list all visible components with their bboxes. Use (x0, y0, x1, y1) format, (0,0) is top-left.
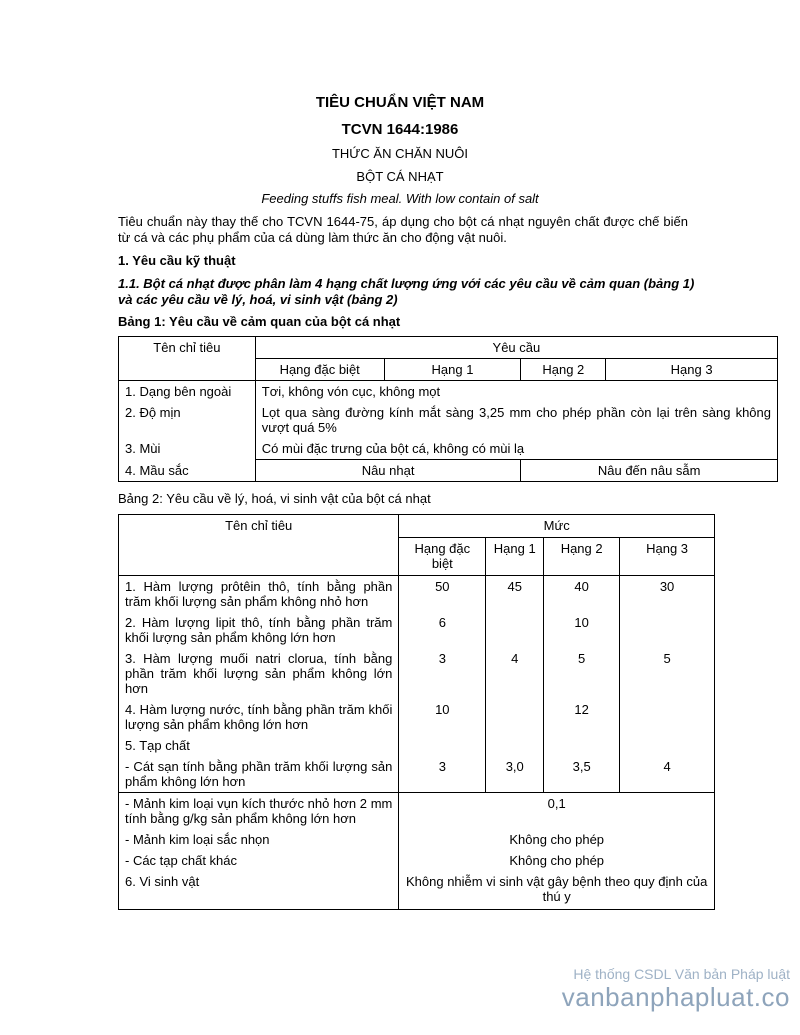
table2-cell: 40 (544, 576, 620, 613)
table2-merged-cell: Không nhiễm vi sinh vật gây bệnh theo quy định của thú y (399, 871, 715, 910)
table2-caption: Bảng 2: Yêu cầu về lý, hoá, vi sinh vật của bột cá nhạt (118, 491, 431, 506)
standard-number: TCVN 1644:1986 (341, 121, 459, 138)
watermark-caption: Hệ thống CSDL Văn bản Pháp luật (573, 966, 790, 982)
intro-paragraph: Tiêu chuẩn này thay thế cho TCVN 1644-75, áp dụng cho bột cá nhạt nguyên chất được chế biến từ cá và các phụ phẩm của cá dùng làm thức ăn cho động vật nuôi. (118, 214, 688, 245)
english-title: Feeding stuffs fish meal. With low contain of salt (261, 191, 539, 206)
table2-row-name: 5. Tạp chất (119, 735, 399, 756)
table2-cell (620, 612, 715, 648)
table1-row-name: 3. Mùi (119, 438, 256, 460)
table1-row-value: Có mùi đặc trưng của bột cá, không có mùi lạ (255, 438, 777, 460)
subsection-heading: 1.1. Bột cá nhạt được phân làm 4 hạng chất lượng ứng với các yêu cầu về cảm quan (bảng 1) và các yêu cầu về lý, hoá, vi sinh vật (bảng 2) (118, 276, 695, 307)
table2-grade-header: Hạng 2 (544, 537, 620, 575)
table2-cell: 12 (544, 699, 620, 735)
table1-row-value: Tơi, không vón cục, không mọt (255, 381, 777, 403)
physical-chemical-requirements-table (118, 514, 715, 910)
table2-row-name: 2. Hàm lượng lipit thô, tính bằng phần trăm khối lượng sản phẩm không lớn hơn (119, 612, 399, 648)
table2-cell: 50 (399, 576, 486, 613)
sensory-requirements-table (118, 336, 778, 482)
table2-merged-cell: Không cho phép (399, 850, 715, 871)
document-subject: BỘT CÁ NHẠT (356, 169, 444, 184)
table1-row-name: 2. Độ mịn (119, 402, 256, 438)
table2-cell: 3 (399, 756, 486, 793)
table2-row-name: - Các tạp chất khác (119, 850, 399, 871)
table2-cell: 30 (620, 576, 715, 613)
table1-row-name: 1. Dạng bên ngoài (119, 381, 256, 403)
table2-cell: 3,5 (544, 756, 620, 793)
section-heading: 1. Yêu cầu kỹ thuật (118, 253, 236, 268)
table2-grade-header: Hạng 1 (486, 537, 544, 575)
table2-cell: 6 (399, 612, 486, 648)
table2-row-name: 3. Hàm lượng muối natri clorua, tính bằng phần trăm khối lượng sản phẩm không lớn hơn (119, 648, 399, 699)
table2-header-level: Mức (399, 515, 715, 538)
table2-cell: 45 (486, 576, 544, 613)
table2-row-name: - Mảnh kim loại vụn kích thước nhỏ hơn 2 mm tính bằng g/kg sản phẩm không lớn hơn (119, 793, 399, 830)
table2-row-name: - Cát sạn tính bằng phần trăm khối lượng sản phẩm không lớn hơn (119, 756, 399, 793)
table1-row-value: Nâu nhạt (255, 460, 521, 482)
document-subtitle: THỨC ĂN CHĂN NUÔI (331, 146, 469, 161)
table2-cell (486, 699, 544, 735)
table2-cell: 3 (399, 648, 486, 699)
watermark-site: vanbanphapluat.co (561, 982, 790, 1012)
table1-caption: Bảng 1: Yêu cầu về cảm quan của bột cá nhạt (118, 314, 401, 329)
table1-grade-header: Hạng 3 (606, 359, 778, 381)
table2-row-name: 1. Hàm lượng prôtêin thô, tính bằng phần trăm khối lượng sản phẩm không nhỏ hơn (119, 576, 399, 613)
table2-cell: 4 (486, 648, 544, 699)
document-title: TIÊU CHUẨN VIỆT NAM (315, 94, 485, 111)
table2-merged-cell: 0,1 (399, 793, 715, 830)
table1-row-value: Nâu đến nâu sẫm (521, 460, 778, 482)
table2-grade-header: Hạng 3 (620, 537, 715, 575)
table1-header-name: Tên chỉ tiêu (119, 337, 256, 381)
table1-row-name: 4. Mầu sắc (119, 460, 256, 482)
table2-row-name: - Mảnh kim loại sắc nhọn (119, 829, 399, 850)
table2-header-name: Tên chỉ tiêu (119, 515, 399, 576)
table1-grade-header: Hạng đặc biệt (255, 359, 384, 381)
table1-row-value: Lọt qua sàng đường kính mắt sàng 3,25 mm cho phép phần còn lại trên sàng không vượt quá 5% (255, 402, 777, 438)
table1-grade-header: Hạng 1 (384, 359, 521, 381)
table2-cell: 4 (620, 756, 715, 793)
table2-cell: 10 (544, 612, 620, 648)
table1-grade-header: Hạng 2 (521, 359, 606, 381)
table2-cell: 10 (399, 699, 486, 735)
table2-row-name: 6. Vi sinh vật (119, 871, 399, 910)
table2-cell (486, 612, 544, 648)
table2-cell: 5 (620, 648, 715, 699)
table2-cell (620, 699, 715, 735)
table1-header-requirements: Yêu cầu (255, 337, 777, 359)
table2-cell: 3,0 (486, 756, 544, 793)
table2-grade-header: Hạng đặc biệt (399, 537, 486, 575)
table2-cell: 5 (544, 648, 620, 699)
table2-merged-cell: Không cho phép (399, 829, 715, 850)
table2-row-name: 4. Hàm lượng nước, tính bằng phần trăm khối lượng sản phẩm không lớn hơn (119, 699, 399, 735)
